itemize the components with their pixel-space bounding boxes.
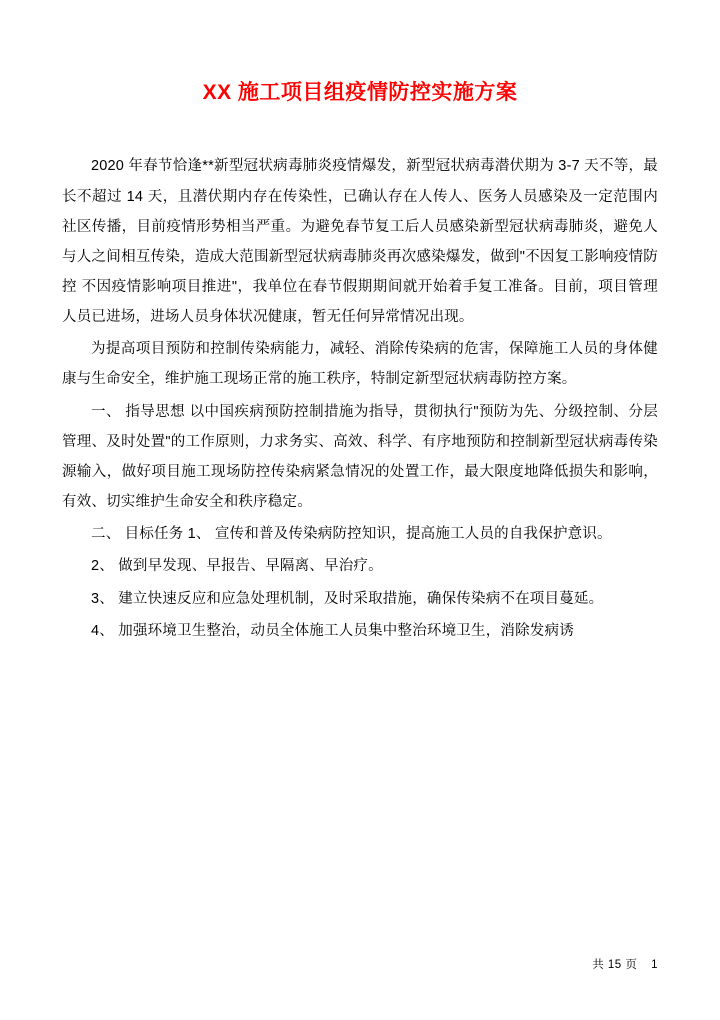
paragraph: 2020 年春节恰逢**新型冠状病毒肺炎疫情爆发，新型冠状病毒潜伏期为 3-7 天不等，最长不超过 14 天，且潜伏期内存在传染性，已确认存在人传人、医务人员感染及一定范围内社区传播，目前疫情形势相当严重。为避免春节复工后人员感染新型冠状病毒肺炎，避免人与人之间相互传染，造成大范围新型冠状病毒肺炎再次感染爆发，做到"不因复工影响疫情防控 不因疫情影响项目推进"，我单位在春节假期期间就开始着手复工准备。目前，项目管理人员已进场，进场人员身体状况健康，暂无任何异常情况出现。 — [62, 158, 658, 326]
paragraph: 3、 建立快速反应和应急处理机制，及时采取措施，确保传染病不在项目蔓延。 — [91, 590, 604, 607]
paragraph: 4、 加强环境卫生整治，动员全体施工人员集中整治环境卫生，消除发病诱 — [91, 622, 574, 639]
total-pages-label: 共 15 页 — [592, 959, 638, 971]
paragraph: 2、 做到早发现、早报告、早隔离、早治疗。 — [91, 558, 383, 575]
paragraph: 为提高项目预防和控制传染病能力，减轻、消除传染病的危害，保障施工人员的身体健康与生命安全，维护施工现场正常的施工秩序，特制定新型冠状病毒防控方案。 — [62, 341, 658, 388]
paragraph: 一、 指导思想 以中国疾病预防控制措施为指导，贯彻执行"预防为先、分级控制、分层管理、及时处置"的工作原则，力求务实、高效、科学、有序地预防和控制新型冠状病毒传染源输入，做好项目施工现场防控传染病紧急情况的处置工作，最大限度地降低损失和影响，有效、切实维护生命安全和秩序稳定。 — [62, 403, 658, 511]
page-title: XX 施工项目组疫情防控实施方案 — [202, 81, 518, 104]
paragraph: 二、 目标任务 1、 宣传和普及传染病防控知识，提高施工人员的自我保护意识。 — [91, 526, 612, 543]
page-number: 1 — [651, 959, 658, 971]
page-footer — [592, 956, 658, 972]
